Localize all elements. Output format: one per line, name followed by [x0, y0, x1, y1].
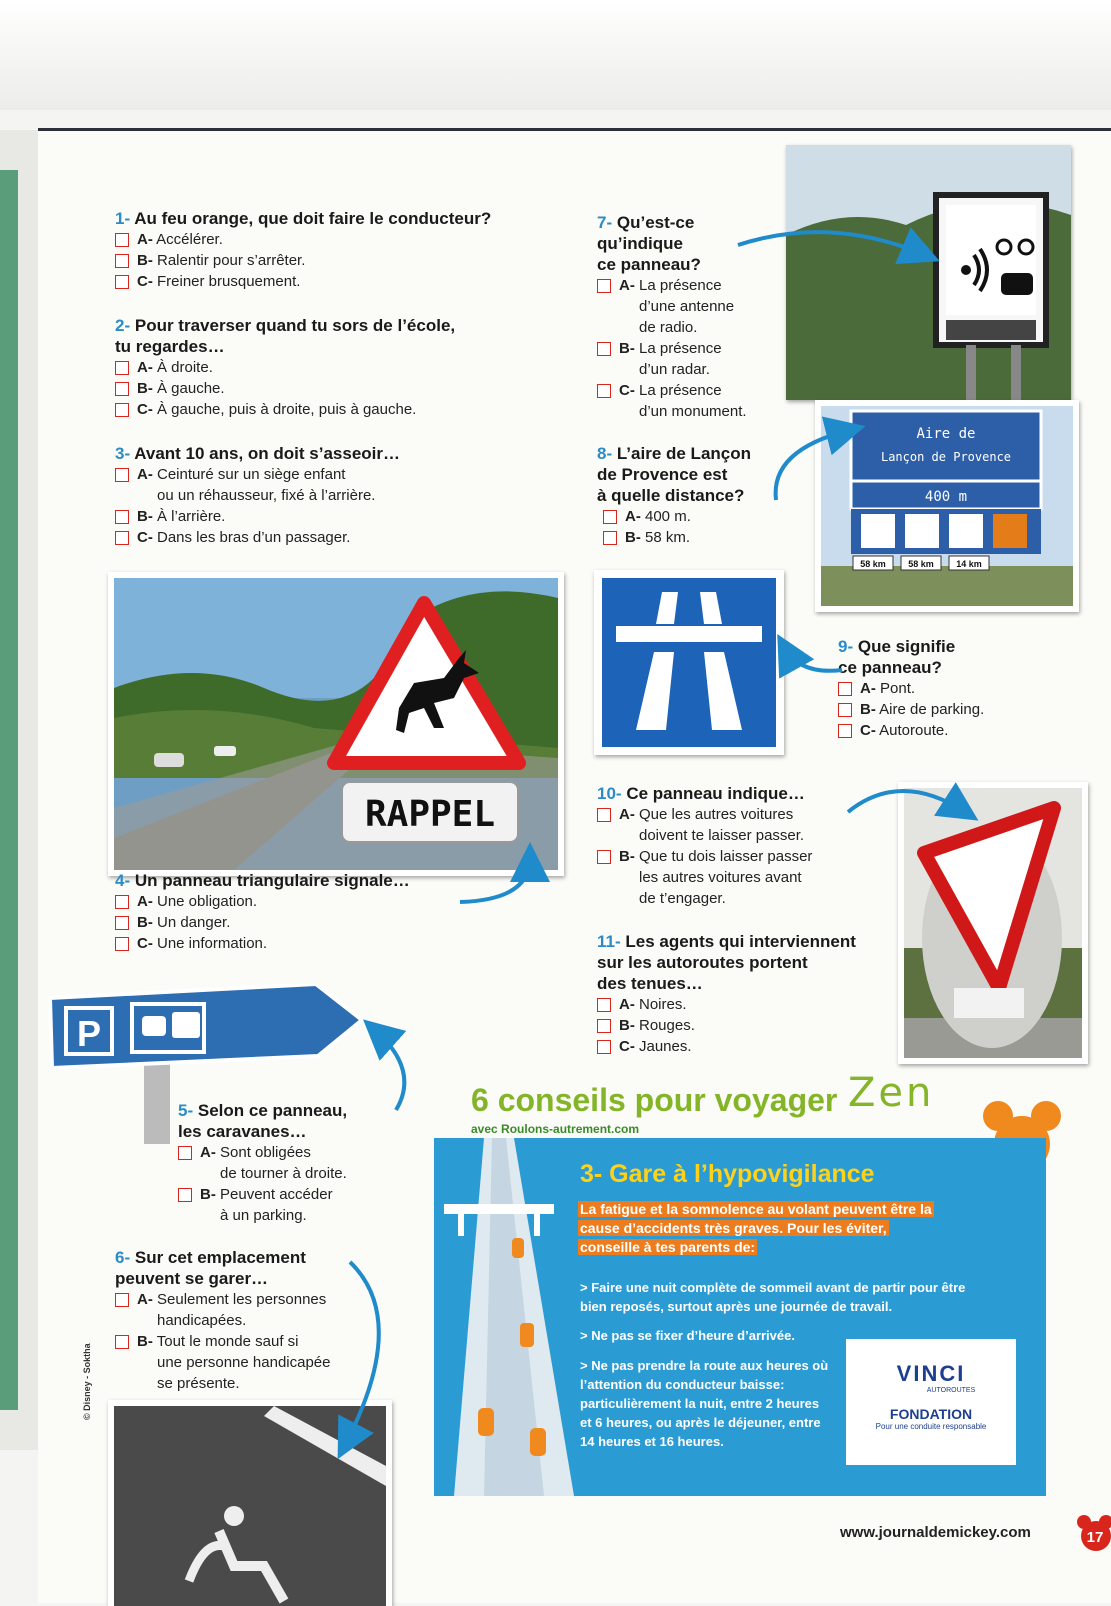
vinci-brand: VINCI: [896, 1361, 966, 1386]
page-number-badge: [1076, 1512, 1111, 1552]
option-text: Aire de parking.: [879, 701, 985, 718]
checkbox[interactable]: [838, 724, 852, 738]
previous-page-edge: [0, 130, 42, 1450]
option-text: 58 km.: [645, 529, 691, 546]
option-letter: A-: [625, 508, 641, 525]
question-6: [115, 1247, 395, 1394]
option-text: Que les autres voitures: [639, 806, 794, 823]
option-a[interactable]: [178, 1142, 438, 1184]
option-letter: B-: [137, 252, 153, 269]
option-a[interactable]: [115, 357, 565, 378]
option-letter: A-: [619, 996, 635, 1013]
checkbox[interactable]: [115, 1293, 129, 1307]
question-text-line3: à quelle distance?: [597, 486, 745, 505]
option-b[interactable]: [115, 912, 565, 933]
question-text: Qu’est-ce: [616, 213, 695, 232]
question-text-line2: ce panneau?: [838, 658, 942, 677]
option-text: Une obligation.: [157, 893, 258, 910]
checkbox[interactable]: [115, 403, 129, 417]
option-text: Seulement les personnes: [157, 1291, 327, 1308]
yield-sign-photo: [898, 782, 1088, 1064]
option-letter: C-: [137, 273, 153, 290]
option-text-line3: de t’engager.: [639, 890, 726, 907]
checkbox[interactable]: [115, 510, 129, 524]
option-b[interactable]: [115, 250, 565, 271]
checkbox[interactable]: [178, 1146, 192, 1160]
checkbox[interactable]: [838, 682, 852, 696]
question-number: 11-: [597, 932, 621, 951]
checkbox[interactable]: [115, 531, 129, 545]
option-c[interactable]: [115, 399, 565, 420]
aire-distance: 400 m: [924, 489, 968, 505]
option-c[interactable]: [838, 720, 1038, 741]
question-text-line2: sur les autoroutes portent: [597, 953, 808, 972]
option-c[interactable]: [115, 933, 565, 954]
checkbox[interactable]: [115, 275, 129, 289]
option-letter: A-: [137, 466, 153, 483]
question-title: [115, 1247, 395, 1268]
option-text: Rouges.: [639, 1017, 695, 1034]
question-number: 4-: [115, 871, 131, 890]
question-title: [597, 212, 777, 233]
question-text-line2: tu regardes…: [115, 337, 225, 356]
checkbox[interactable]: [603, 510, 617, 524]
option-letter: C-: [619, 382, 635, 399]
option-text: Pont.: [880, 680, 916, 697]
parking-ground-illustration: [114, 1406, 386, 1606]
fondation-tagline: Pour une conduite responsable: [875, 1422, 987, 1431]
zen-word: Zen: [848, 1070, 935, 1116]
option-letter: A-: [137, 359, 153, 376]
photo-credit: © Disney - Soktha: [82, 1343, 92, 1420]
radar-sign-illustration: [786, 145, 1071, 400]
option-letter: A-: [137, 231, 153, 248]
option-text: Dans les bras d’un passager.: [157, 529, 351, 546]
option-text-line2: handicapées.: [157, 1312, 247, 1329]
checkbox[interactable]: [115, 1335, 129, 1349]
checkbox[interactable]: [597, 808, 611, 822]
question-text: Avant 10 ans, on doit s’asseoir…: [134, 444, 401, 463]
zen-section-title: 6 conseils pour voyager: [471, 1082, 838, 1118]
question-7: [597, 212, 777, 422]
option-b[interactable]: [838, 699, 1038, 720]
option-a[interactable]: [115, 229, 565, 250]
tip-item-1: > Faire une nuit complète de sommeil avant de partir pour être bien reposés, surtout après une journée de travail.: [580, 1280, 966, 1314]
question-title: [178, 1100, 438, 1121]
option-c[interactable]: [115, 271, 565, 292]
option-b[interactable]: [597, 338, 777, 380]
question-number: 1-: [115, 209, 131, 228]
option-letter: B-: [137, 914, 153, 931]
tip-lead: [578, 1200, 938, 1257]
option-letter: B-: [200, 1186, 216, 1203]
option-a[interactable]: [838, 678, 1038, 699]
vinci-foundation-logo: [846, 1339, 1016, 1465]
checkbox[interactable]: [597, 1019, 611, 1033]
option-text: 400 m.: [645, 508, 691, 525]
checkbox[interactable]: [115, 361, 129, 375]
checkbox[interactable]: [115, 916, 129, 930]
checkbox[interactable]: [597, 279, 611, 293]
previous-page-strip: [0, 170, 18, 1410]
question-text: Sur cet emplacement: [134, 1248, 306, 1267]
zen-subtitle: avec Roulons-autrement.com: [471, 1122, 640, 1136]
option-text: À gauche.: [157, 380, 225, 397]
option-text: Jaunes.: [639, 1038, 692, 1055]
page-top-margin: [0, 0, 1111, 110]
question-text-line3: des tenues…: [597, 974, 703, 993]
option-a[interactable]: [603, 506, 797, 527]
option-text-line2: doivent te laisser passer.: [639, 827, 805, 844]
option-b[interactable]: [597, 1015, 897, 1036]
option-letter: A-: [860, 680, 876, 697]
question-1: [115, 208, 565, 292]
option-text: Que tu dois laisser passer: [639, 848, 813, 865]
option-letter: B-: [619, 340, 635, 357]
question-text-line2: peuvent se garer…: [115, 1269, 269, 1288]
option-letter: B-: [625, 529, 641, 546]
question-number: 6-: [115, 1248, 131, 1267]
option-letter: A-: [619, 277, 635, 294]
handicapped-parking-photo: [108, 1400, 392, 1606]
option-letter: A-: [137, 1291, 153, 1308]
option-a[interactable]: [115, 891, 565, 912]
option-text-line3: de radio.: [639, 319, 698, 336]
option-text: Ralentir pour s’arrêter.: [157, 252, 306, 269]
question-title: [115, 870, 565, 891]
question-text: Au feu orange, que doit faire le conducteur?: [134, 209, 492, 228]
option-text-line3: se présente.: [157, 1375, 240, 1392]
option-text: Peuvent accéder: [220, 1186, 333, 1203]
option-letter: B-: [137, 508, 153, 525]
question-title: [838, 636, 1038, 657]
aire-line2: Lançon de Provence: [880, 450, 1012, 464]
option-a[interactable]: [115, 1289, 395, 1331]
option-text-line2: d’un radar.: [639, 361, 710, 378]
distance-tag-1: 58 km: [860, 559, 886, 569]
question-number: 10-: [597, 784, 622, 803]
motorway-sign-photo: [594, 570, 784, 755]
option-a[interactable]: [597, 994, 897, 1015]
question-2: [115, 315, 565, 420]
rest-area-sign-illustration: [821, 406, 1073, 606]
option-text-line2: de tourner à droite.: [220, 1165, 347, 1182]
option-c[interactable]: [597, 1036, 897, 1057]
rappel-text: RAPPEL: [364, 794, 496, 835]
rest-area-sign-photo: [815, 400, 1079, 612]
question-text: Les agents qui interviennent: [625, 932, 856, 951]
option-text: La présence: [639, 382, 722, 399]
question-text: Ce panneau indique…: [626, 784, 805, 803]
option-text: La présence: [639, 340, 722, 357]
option-text: Tout le monde sauf si: [156, 1333, 299, 1350]
option-letter: B-: [619, 1017, 635, 1034]
checkbox[interactable]: [178, 1188, 192, 1202]
checkbox[interactable]: [597, 850, 611, 864]
option-text: Accélérer.: [156, 231, 223, 248]
option-text: À droite.: [157, 359, 213, 376]
question-title: [597, 931, 897, 952]
question-3: [115, 443, 565, 548]
option-text-line2: ou un réhausseur, fixé à l’arrière.: [157, 487, 376, 504]
question-number: 5-: [178, 1101, 194, 1120]
option-letter: C-: [137, 529, 153, 546]
option-letter: C-: [137, 935, 153, 952]
distance-tag-3: 14 km: [956, 559, 982, 569]
question-text-line2: qu’indique: [597, 234, 683, 253]
question-text: Selon ce panneau,: [197, 1101, 348, 1120]
question-8: [597, 443, 797, 548]
option-text: Un danger.: [157, 914, 231, 931]
option-text: À gauche, puis à droite, puis à gauche.: [157, 401, 417, 418]
option-a[interactable]: [597, 804, 867, 846]
option-letter: A-: [619, 806, 635, 823]
option-text-line2: d’un monument.: [639, 403, 747, 420]
checkbox[interactable]: [115, 233, 129, 247]
question-number: 3-: [115, 444, 131, 463]
question-10: [597, 783, 867, 909]
tip-item-3: > Ne pas prendre la route aux heures où l’attention du conducteur baisse: particulièrement la nuit, entre 2 heures et 6 heures, ou après le déjeuner, entre 14 heures et 16 heures.: [580, 1358, 829, 1449]
option-text: Sont obligées: [220, 1144, 311, 1161]
deer-sign-illustration: [114, 578, 558, 870]
yield-sign-illustration: [904, 788, 1082, 1058]
option-b[interactable]: [178, 1184, 438, 1226]
checkbox[interactable]: [597, 1040, 611, 1054]
question-title: [115, 443, 565, 464]
fondation-label: FONDATION: [889, 1406, 973, 1422]
checkbox[interactable]: [597, 342, 611, 356]
option-text-line2: les autres voitures avant: [639, 869, 802, 886]
option-text: Freiner brusquement.: [157, 273, 301, 290]
question-number: 2-: [115, 316, 131, 335]
footer-url[interactable]: www.journaldemickey.com: [840, 1524, 1031, 1541]
question-11: [597, 931, 897, 1057]
option-text-line2: une personne handicapée: [157, 1354, 331, 1371]
deer-warning-sign-photo: [108, 572, 564, 876]
vinci-sub: AUTOROUTES: [926, 1387, 976, 1394]
option-letter: B-: [137, 1333, 153, 1350]
option-text: Ceinturé sur un siège enfant: [157, 466, 346, 483]
checkbox[interactable]: [597, 384, 611, 398]
checkbox[interactable]: [115, 895, 129, 909]
road-illustration: [434, 1138, 574, 1496]
question-text: L’aire de Lançon: [616, 444, 752, 463]
option-letter: C-: [619, 1038, 635, 1055]
option-text: Noires.: [639, 996, 687, 1013]
question-text-line3: ce panneau?: [597, 255, 701, 274]
option-b[interactable]: [603, 527, 797, 548]
option-text-line2: à un parking.: [220, 1207, 307, 1224]
option-a[interactable]: [597, 275, 777, 338]
checkbox[interactable]: [115, 937, 129, 951]
option-text: Une information.: [157, 935, 268, 952]
checkbox[interactable]: [603, 531, 617, 545]
checkbox[interactable]: [838, 703, 852, 717]
question-text: Que signifie: [857, 637, 956, 656]
option-b[interactable]: [597, 846, 867, 909]
option-text: La présence: [639, 277, 722, 294]
checkbox[interactable]: [597, 998, 611, 1012]
option-letter: B-: [619, 848, 635, 865]
radar-sign-photo: [786, 145, 1071, 400]
option-c[interactable]: [597, 380, 777, 422]
distance-tag-2: 58 km: [908, 559, 934, 569]
question-text-line2: de Provence est: [597, 465, 728, 484]
checkbox[interactable]: [115, 382, 129, 396]
motorway-sign-icon: [594, 570, 784, 755]
option-b[interactable]: [115, 506, 565, 527]
question-title: [597, 783, 867, 804]
question-text: Un panneau triangulaire signale…: [134, 871, 410, 890]
checkbox[interactable]: [115, 254, 129, 268]
option-letter: A-: [137, 893, 153, 910]
question-title: [115, 315, 565, 336]
option-text-line2: d’une antenne: [639, 298, 735, 315]
question-title: [115, 208, 565, 229]
option-c[interactable]: [115, 527, 565, 548]
page-number: 17: [1086, 1529, 1104, 1546]
option-b[interactable]: [115, 378, 565, 399]
question-number: 7-: [597, 213, 613, 232]
question-number: 9-: [838, 637, 854, 656]
question-9: [838, 636, 1038, 741]
question-text-line2: les caravanes…: [178, 1122, 307, 1141]
option-letter: B-: [860, 701, 876, 718]
aire-line1: Aire de: [916, 426, 976, 442]
question-4: [115, 870, 565, 954]
question-number: 8-: [597, 444, 613, 463]
option-letter: A-: [200, 1144, 216, 1161]
option-text: À l’arrière.: [157, 508, 226, 525]
question-title: [597, 443, 797, 464]
question-text: Pour traverser quand tu sors de l’école,: [134, 316, 456, 335]
tip-lead-text: La fatigue et la somnolence au volant peuvent être la cause d’accidents très graves. Pour les éviter, conseille à tes parents de:: [580, 1201, 932, 1255]
option-b[interactable]: [115, 1331, 395, 1394]
tip-item-2: > Ne pas se fixer d’heure d’arrivée.: [580, 1328, 795, 1343]
svg-text:P: P: [76, 1013, 102, 1054]
option-text: Autoroute.: [879, 722, 949, 739]
option-a[interactable]: [115, 464, 565, 506]
tip-title: 3- Gare à l’hypovigilance: [580, 1160, 875, 1188]
question-5: [178, 1100, 438, 1226]
option-letter: C-: [860, 722, 876, 739]
option-letter: B-: [137, 380, 153, 397]
checkbox[interactable]: [115, 468, 129, 482]
option-letter: C-: [137, 401, 153, 418]
